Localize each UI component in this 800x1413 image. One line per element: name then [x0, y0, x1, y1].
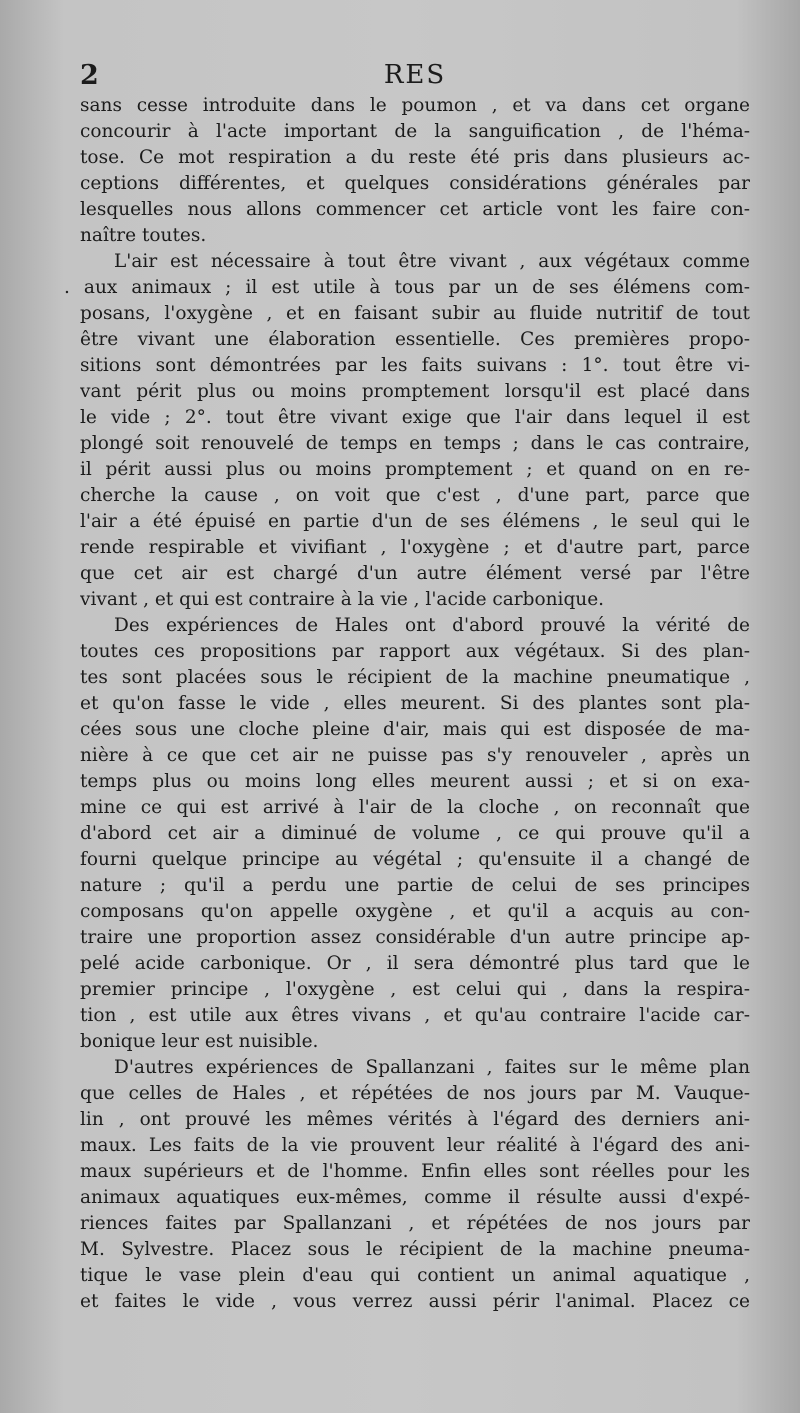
text-line: tes sont placées sous le récipient de la machine pneumatique , [80, 667, 750, 688]
text-line: . aux animaux ; il est utile à tous par un de ses élémens com- [64, 277, 750, 298]
text-line: il périt aussi plus ou moins promptement ; et quand on en re- [80, 459, 750, 480]
text-line: bonique leur est nuisible. [80, 1031, 319, 1052]
text-line: nière à ce que cet air ne puisse pas s'y renouveler , après un [80, 745, 750, 766]
text-line: ceptions différentes, et quelques considérations générales par [80, 173, 750, 194]
text-line: traire une proportion assez considérable d'un autre principe ap- [80, 927, 750, 948]
paragraph-first-line: L'air est nécessaire à tout être vivant , aux végétaux comme [114, 251, 750, 272]
text-line: que celles de Hales , et répétées de nos jours par M. Vauque- [80, 1083, 750, 1104]
text-line: temps plus ou moins long elles meurent aussi ; et si on exa- [80, 771, 750, 792]
text-line: fourni quelque principe au végétal ; qu'ensuite il a changé de [80, 849, 750, 870]
body-text [64, 93, 750, 1315]
text-line: et qu'on fasse le vide , elles meurent. Si des plantes sont pla- [80, 693, 750, 714]
running-head: RES [383, 60, 447, 90]
text-line: riences faites par Spallanzani , et répétées de nos jours par [80, 1213, 750, 1234]
page-number: 2 [80, 60, 99, 91]
text-line: le vide ; 2°. tout être vivant exige que l'air dans lequel il est [80, 407, 750, 428]
text-line: lesquelles nous allons commencer cet article vont les faire con- [80, 199, 750, 220]
text-line: et faites le vide , vous verrez aussi périr l'animal. Placez ce [80, 1291, 750, 1312]
text-line: être vivant une élaboration essentielle. Ces premières propo- [80, 329, 750, 350]
text-line: concourir à l'acte important de la sanguification , de l'héma- [80, 121, 750, 142]
text-line: posans, l'oxygène , et en faisant subir au fluide nutritif de tout [80, 303, 750, 324]
text-line: animaux aquatiques eux-mêmes, comme il résulte aussi d'expé- [80, 1187, 750, 1208]
text-line: maux. Les faits de la vie prouvent leur réalité à l'égard des ani- [80, 1135, 750, 1156]
text-line: cées sous une cloche pleine d'air, mais qui est disposée de ma- [80, 719, 750, 740]
text-line: d'abord cet air a diminué de volume , ce qui prouve qu'il a [80, 823, 750, 844]
page-header [80, 60, 750, 90]
text-line: cherche la cause , on voit que c'est , d'une part, parce que [80, 485, 750, 506]
text-line: M. Sylvestre. Placez sous le récipient de la machine pneuma- [80, 1239, 750, 1260]
text-line: vant périt plus ou moins promptement lorsqu'il est placé dans [80, 381, 750, 402]
text-line: sitions sont démontrées par les faits suivans : 1°. tout être vi- [80, 355, 750, 376]
text-line: que cet air est chargé d'un autre élément versé par l'être [80, 563, 750, 584]
text-line: tion , est utile aux êtres vivans , et qu'au contraire l'acide car- [80, 1005, 750, 1026]
text-line: vivant , et qui est contraire à la vie , l'acide carbonique. [80, 589, 605, 610]
text-line: l'air a été épuisé en partie d'un de ses élémens , le seul qui le [80, 511, 750, 532]
text-line: maux supérieurs et de l'homme. Enfin elles sont réelles pour les [80, 1161, 750, 1182]
text-line: sans cesse introduite dans le poumon , et va dans cet organe [80, 95, 750, 116]
text-line: nature ; qu'il a perdu une partie de celui de ses principes [80, 875, 750, 896]
text-line: pelé acide carbonique. Or , il sera démontré plus tard que le [80, 953, 750, 974]
text-line: lin , ont prouvé les mêmes vérités à l'égard des derniers ani- [80, 1109, 750, 1130]
text-line: premier principe , l'oxygène , est celui qui , dans la respira- [80, 979, 750, 1000]
text-line: rende respirable et vivifiant , l'oxygène ; et d'autre part, parce [80, 537, 750, 558]
paragraph-first-line: D'autres expériences de Spallanzani , faites sur le même plan [114, 1057, 750, 1078]
text-line: mine ce qui est arrivé à l'air de la cloche , on reconnaît que [80, 797, 750, 818]
text-line: plongé soit renouvelé de temps en temps ; dans le cas contraire, [80, 433, 750, 454]
text-line: composans qu'on appelle oxygène , et qu'il a acquis au con- [80, 901, 750, 922]
text-line: toutes ces propositions par rapport aux végétaux. Si des plan- [80, 641, 750, 662]
text-line: tique le vase plein d'eau qui contient un animal aquatique , [80, 1265, 750, 1286]
text-line: tose. Ce mot respiration a du reste été pris dans plusieurs ac- [80, 147, 750, 168]
paragraph-first-line: Des expériences de Hales ont d'abord prouvé la vérité de [114, 615, 750, 636]
text-line: naître toutes. [80, 225, 207, 246]
